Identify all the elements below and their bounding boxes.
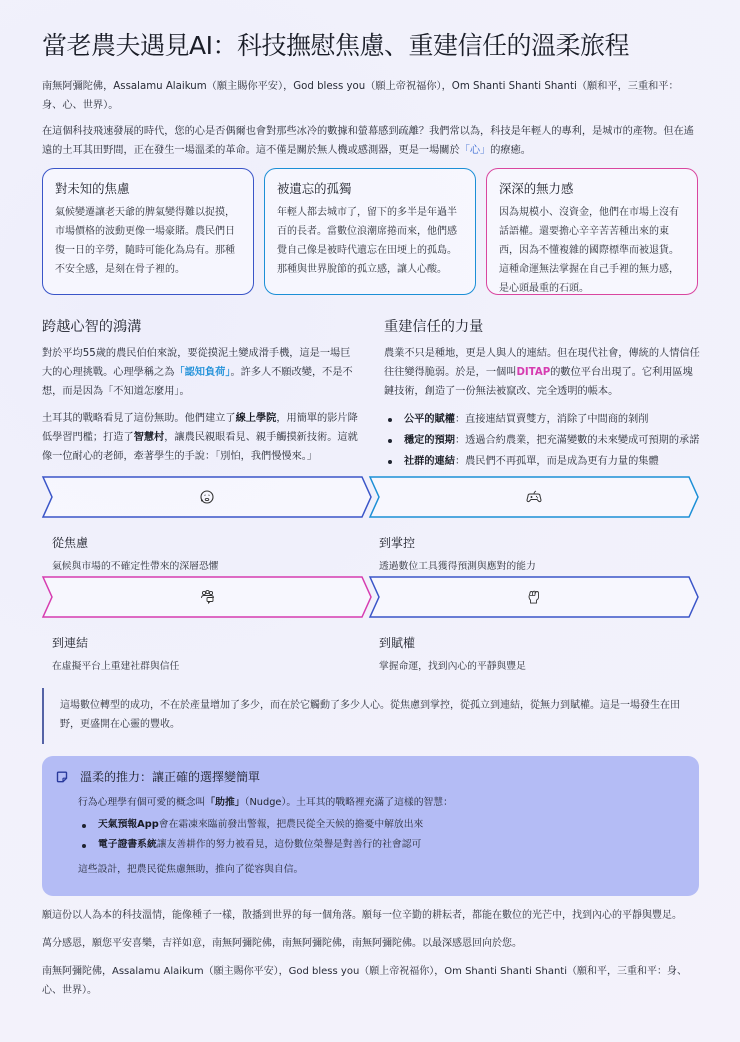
flow-step-desc: 掌握命運，找到內心的平靜與豐足	[379, 661, 526, 672]
closing-gratitude: 萬分感恩，願您平安喜樂，吉祥如意，南無阿彌陀佛，南無阿彌陀佛，南無阿彌陀佛。以最深感恩回向於您。	[42, 938, 522, 949]
text: ，讓農民親眼看見、親手觸摸新技術。這就像一位耐心的老師，牽著學生的手說：「別怕，我們慢慢來。」	[42, 432, 358, 462]
cognitive-load-highlight: 「認知負荷」	[174, 367, 231, 378]
section-mind-gap	[42, 316, 360, 474]
card-text: 氣候變遷讓老天爺的脾氣變得難以捉摸，市場價格的波動更像一場豪賭。農民們日復一日的辛勞，隨時可能化為烏有。那種不安全感，是刻在骨子裡的。	[55, 207, 235, 275]
intro-paragraph	[42, 122, 699, 160]
section-heading: 跨越心智的鴻溝	[42, 319, 142, 335]
pain-point-cards	[42, 168, 699, 296]
section-rebuild-trust	[384, 316, 702, 472]
bullet-bold: 電子證書系統	[98, 839, 157, 850]
trust-bullet-list	[384, 409, 702, 472]
card-title: 被遺忘的孤獨	[277, 181, 352, 196]
bullet-text: 會在霜凍來臨前發出警報，把農民從全天候的擔憂中解放出來	[158, 819, 424, 830]
callout-outro: 這些設計，把農民從焦慮無助，推向了從容與自信。	[78, 864, 304, 875]
community-chat-icon	[197, 587, 217, 607]
flow-step-control	[369, 476, 699, 586]
anxious-face-icon	[197, 487, 217, 507]
online-academy-bold: 線上學院	[235, 413, 277, 424]
smart-village-bold: 智慧村	[133, 432, 165, 443]
list-item	[78, 835, 683, 855]
callout-intro	[78, 793, 683, 812]
bullet-text: ：直接連結買賣雙方，消除了中間商的剝削	[454, 414, 649, 425]
callout-body	[56, 793, 683, 879]
intro-text-end: 的療癒。	[490, 145, 531, 156]
flow-step-anxiety	[42, 476, 372, 586]
bullet-bold: 社群的連結	[404, 456, 455, 467]
raised-fist-icon	[524, 587, 544, 607]
list-item	[384, 409, 702, 430]
section-paragraph	[384, 344, 702, 401]
flow-step-label: 到掌控	[379, 536, 416, 550]
summary-quote	[42, 688, 699, 744]
text: （Nudge）。土耳其的戰略裡充滿了這樣的智慧：	[244, 797, 453, 808]
gamepad-icon	[524, 487, 544, 507]
flow-step-connection	[42, 576, 372, 686]
text: 行為心理學有個可愛的概念叫	[78, 797, 206, 808]
flow-step-desc: 氣候與市場的不確定性帶來的深層恐懼	[52, 561, 219, 572]
flow-step-desc: 透過數位工具獲得預測與應對的能力	[379, 561, 536, 572]
page-title: 當老農夫遇見AI：科技撫慰焦慮、重建信任的溫柔旅程	[42, 31, 629, 60]
list-item	[384, 430, 702, 451]
card-loneliness	[264, 168, 476, 295]
section-paragraph	[42, 344, 360, 401]
text: 對於平均55歲的農民伯伯來說，要從摸泥土變成滑手機，這是一場巨大的心理挑戰。心理學稱之為	[42, 348, 351, 378]
text: 。許多人不願改變，不是不想，而是因為「不知道怎麼用」。	[42, 367, 353, 397]
opening-blessing: 南無阿彌陀佛，Assalamu Alaikum（願主賜你平安），God bless you（願上帝祝福你），Om Shanti Shanti Shanti（願和平，三重和平：身、心、世界）。	[42, 81, 679, 111]
text: 的數位平台出現了。它利用區塊鏈技術，創造了一份無法被竄改、完全透明的帳本。	[384, 367, 693, 397]
nudge-bullet-list	[78, 815, 683, 855]
nudge-callout	[42, 756, 699, 896]
bullet-bold: 公平的賦權	[404, 414, 455, 425]
flow-step-label: 從焦慮	[52, 536, 89, 550]
text: 農業不只是種地，更是人與人的連結。但在現代社會，傳統的人情信任往往變得脆弱。於是，一個叫	[384, 348, 700, 378]
closing-blessing: 南無阿彌陀佛，Assalamu Alaikum（願主賜你平安），God bless you（願上帝祝福你），Om Shanti Shanti Shanti（願和平，三重和平：身、心、世界）。	[42, 966, 687, 996]
nudge-bold: 「助推」	[205, 797, 245, 808]
ditap-highlight: DITAP	[516, 367, 551, 378]
text: ，用簡單的影片降低學習門檻；打造了	[42, 413, 358, 443]
card-title: 對未知的焦慮	[55, 181, 130, 196]
note-icon	[56, 771, 68, 783]
bullet-text: ：透過合約農業，把充滿變數的未來變成可預期的承諾	[454, 435, 700, 446]
text: 土耳其的戰略看見了這份無助。他們建立了	[42, 413, 236, 424]
section-paragraph	[42, 409, 360, 466]
callout-header	[56, 768, 683, 785]
card-title: 深深的無力感	[499, 181, 574, 196]
list-item	[384, 451, 702, 472]
card-text: 年輕人都去城市了，留下的多半是年過半百的長者。當數位浪潮席捲而來，他們感覺自己像是被時代遺忘在田埂上的孤島。那種與世界脫節的孤立感，讓人心酸。	[277, 207, 457, 275]
bullet-bold: 天氣預報App	[98, 819, 159, 830]
card-anxiety	[42, 168, 254, 295]
intro-text: 在這個科技飛速發展的時代，您的心是否偶爾也會對那些冰冷的數據和螢幕感到疏離？我們常以為，科技是年輕人的專利，是城市的產物。但在遙遠的土耳其田野間，正在發生一場溫柔的革命。這不僅是關於無人機或感測器，更是一場關於	[42, 126, 694, 156]
card-text: 因為規模小、沒資金，他們在市場上沒有話語權。還要擔心辛辛苦苦種出來的東西，因為不懂複雜的國際標準而被退貨。這種命運無法掌握在自己手裡的無力感，是心頭最重的石頭。	[499, 207, 679, 294]
intro-highlight: 「心」	[459, 145, 491, 156]
bullet-bold: 穩定的預期	[404, 435, 455, 446]
bullet-text: ：農民們不再孤單，而是成為更有力量的集體	[454, 456, 659, 467]
list-item	[78, 815, 683, 835]
flow-step-desc: 在虛擬平台上重建社群與信任	[52, 661, 180, 672]
flow-step-label: 到賦權	[379, 636, 416, 650]
card-powerlessness	[486, 168, 698, 295]
closing-wish: 願這份以人為本的科技溫情，能像種子一樣，散播到世界的每一個角落。願每一位辛勤的耕耘者，都能在數位的光芒中，找到內心的平靜與豐足。	[42, 910, 682, 921]
flow-step-label: 到連結	[52, 636, 89, 650]
quote-text: 這場數位轉型的成功，不在於產量增加了多少，而在於它觸動了多少人心。從焦慮到掌控，從孤立到連結，從無力到賦權。這是一場發生在田野，更盛開在心靈的豐收。	[60, 700, 680, 730]
section-heading: 重建信任的力量	[384, 319, 484, 335]
callout-title: 溫柔的推力：讓正確的選擇變簡單	[80, 770, 261, 784]
bullet-text: 讓友善耕作的努力被看見，這份數位榮譽是對善行的社會認可	[156, 839, 422, 850]
flow-step-empowerment	[369, 576, 699, 686]
closing-section	[42, 906, 699, 1009]
